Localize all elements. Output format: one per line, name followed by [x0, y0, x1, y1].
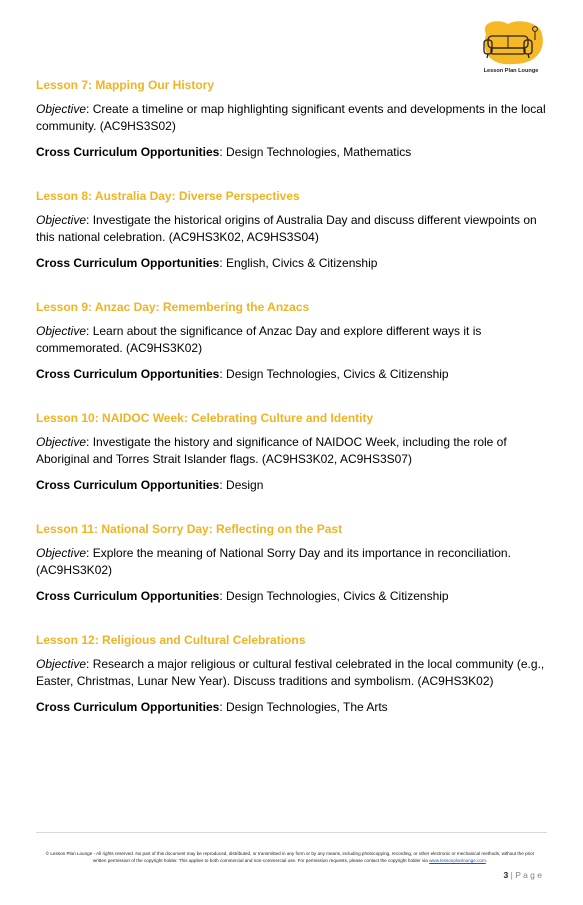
lesson-objective — [36, 656, 551, 690]
cross-curriculum-label: Cross Curriculum Opportunities — [36, 589, 220, 603]
cross-curriculum — [36, 588, 551, 605]
cross-curriculum-text: : Design Technologies, Mathematics — [219, 145, 412, 159]
page-separator: | — [508, 870, 516, 880]
lesson-list — [36, 78, 551, 744]
cross-curriculum — [36, 699, 551, 716]
objective-label: Objective — [36, 435, 87, 449]
cross-curriculum-label: Cross Curriculum Opportunities — [36, 478, 220, 492]
cross-curriculum-text: : Design — [219, 478, 264, 492]
lesson-title: Lesson 8: Australia Day: Diverse Perspectives — [36, 189, 300, 203]
objective-text: : Explore the meaning of National Sorry Day and its importance in reconciliation. (AC9HS3K02) — [36, 546, 511, 577]
objective-text: : Research a major religious or cultural festival celebrated in the local community (e.g., Easter, Christmas, Lunar New Year). Discuss traditions and symbolism. (AC9HS3K02) — [36, 657, 545, 688]
logo-text: Lesson Plan Lounge — [483, 68, 539, 74]
lesson-title: Lesson 9: Anzac Day: Remembering the Anzacs — [36, 300, 310, 314]
cross-curriculum — [36, 366, 551, 383]
cross-curriculum-text: : Design Technologies, The Arts — [219, 700, 388, 714]
footer-divider — [36, 832, 547, 833]
footer-copyright — [40, 851, 540, 864]
cross-curriculum-text: : Design Technologies, Civics & Citizenship — [219, 589, 449, 603]
cross-curriculum — [36, 477, 551, 494]
lesson-objective — [36, 545, 551, 579]
lesson-section — [36, 300, 551, 383]
lesson-objective — [36, 212, 551, 246]
cross-curriculum-text: : Design Technologies, Civics & Citizenship — [219, 367, 449, 381]
lesson-objective — [36, 323, 551, 357]
lesson-plan-lounge-logo — [474, 20, 546, 76]
objective-text: : Learn about the significance of Anzac Day and explore different ways it is commemorated. (AC9HS3K02) — [36, 324, 482, 355]
lesson-section — [36, 411, 551, 494]
lesson-objective — [36, 434, 551, 468]
lesson-objective — [36, 101, 551, 135]
page-number — [504, 870, 542, 880]
lesson-title: Lesson 11: National Sorry Day: Reflecting on the Past — [36, 522, 343, 536]
objective-text: : Investigate the historical origins of Australia Day and discuss different viewpoints on this national celebration. (AC9HS3K02, AC9HS3S04) — [36, 213, 537, 244]
copyright-text: © Lesson Plan Lounge - All rights reserved. No part of this document may be reproduced, distributed, or transmitted in any form or by any means, including photocopying, recording, or other electronic or mechanical methods, without the prior written permission of the copyright holder. This applies to both commercial and non-commercial use. For permission requests, please contact the copyright holder via — [45, 851, 535, 863]
objective-label: Objective — [36, 657, 87, 671]
objective-label: Objective — [36, 102, 87, 116]
lesson-title: Lesson 10: NAIDOC Week: Celebrating Culture and Identity — [36, 411, 374, 425]
objective-text: : Investigate the history and significance of NAIDOC Week, including the role of Aboriginal and Torres Strait Islander flags. (AC9HS3K02, AC9HS3S07) — [36, 435, 507, 466]
objective-text: : Create a timeline or map highlighting significant events and developments in the local community. (AC9HS3S02) — [36, 102, 546, 133]
cross-curriculum — [36, 144, 551, 161]
cross-curriculum-text: : English, Civics & Citizenship — [219, 256, 378, 270]
objective-label: Objective — [36, 546, 87, 560]
cross-curriculum — [36, 255, 551, 272]
lesson-section — [36, 522, 551, 605]
page-label: P a g e — [515, 870, 542, 880]
cross-curriculum-label: Cross Curriculum Opportunities — [36, 145, 220, 159]
lesson-title: Lesson 7: Mapping Our History — [36, 78, 215, 92]
cross-curriculum-label: Cross Curriculum Opportunities — [36, 256, 220, 270]
link-suffix: . — [485, 857, 488, 863]
page-number-value: 3 — [503, 870, 509, 880]
lesson-title: Lesson 12: Religious and Cultural Celebrations — [36, 633, 306, 647]
cross-curriculum-label: Cross Curriculum Opportunities — [36, 367, 220, 381]
sofa-icon — [474, 20, 546, 70]
objective-label: Objective — [36, 213, 87, 227]
lesson-section — [36, 189, 551, 272]
website-link[interactable]: www.lessonplanlounge.com — [429, 857, 486, 863]
lesson-section — [36, 78, 551, 161]
cross-curriculum-label: Cross Curriculum Opportunities — [36, 700, 220, 714]
lesson-section — [36, 633, 551, 716]
objective-label: Objective — [36, 324, 87, 338]
